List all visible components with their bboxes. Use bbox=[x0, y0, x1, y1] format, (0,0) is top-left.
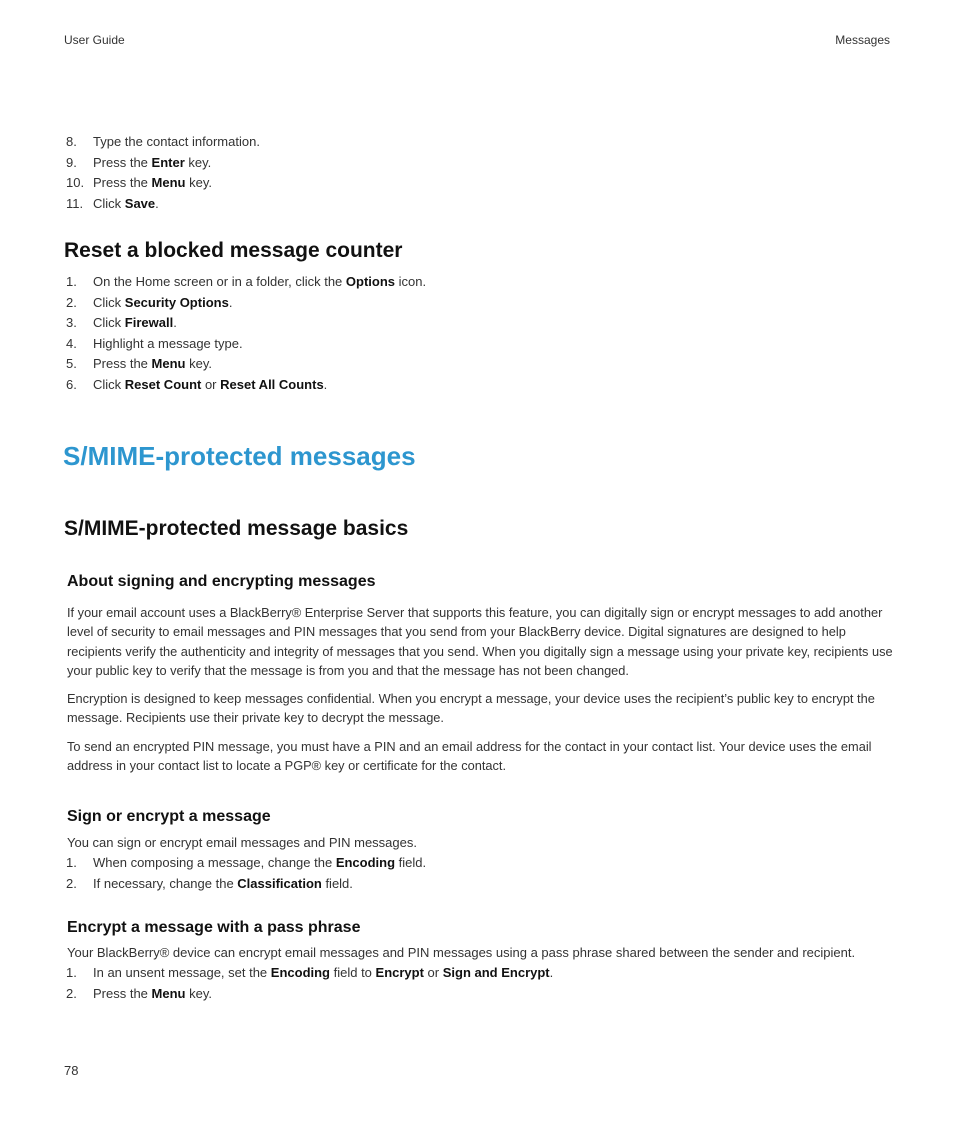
ui-term: Save bbox=[124, 195, 156, 211]
ui-term: Reset Count bbox=[124, 376, 202, 392]
list-item-number: 9. bbox=[66, 154, 77, 170]
running-header-right: Messages bbox=[835, 33, 890, 47]
text-run: key. bbox=[185, 356, 212, 372]
text-run: or bbox=[423, 965, 443, 980]
list-item bbox=[66, 132, 896, 153]
list-item-number: 2. bbox=[66, 985, 77, 1001]
ui-term: Classification bbox=[237, 875, 322, 891]
text-run: Click bbox=[93, 294, 125, 310]
list-item-text bbox=[93, 272, 426, 293]
text-run: icon. bbox=[395, 274, 427, 289]
text-run: Press the bbox=[93, 985, 152, 1001]
ui-term: Menu bbox=[151, 175, 186, 191]
ui-term: Options bbox=[345, 274, 396, 289]
list-item-number: 8. bbox=[66, 134, 77, 149]
paragraph-pass-phrase-intro: Your BlackBerry® device can encrypt email messages and PIN messages using a pass phrase shared between the sender and recipient. bbox=[67, 945, 856, 960]
list-item bbox=[66, 963, 896, 984]
text-run: field. bbox=[321, 875, 353, 891]
ui-term: Menu bbox=[151, 985, 186, 1001]
steps-list-pass-phrase bbox=[66, 963, 896, 1004]
text-run: . bbox=[173, 315, 177, 331]
paragraph-encrypted-pin: To send an encrypted PIN message, you must have a PIN and an email address for the contact in your contact list. Your device uses the email address in your contact list to locate a PGP® key or certificate for the contact. bbox=[67, 739, 872, 774]
list-item-text bbox=[93, 853, 426, 874]
list-item-number: 5. bbox=[66, 356, 77, 372]
ui-term: Enter bbox=[151, 154, 185, 170]
list-item-text bbox=[93, 334, 243, 355]
ui-term: Menu bbox=[151, 356, 186, 372]
subheading-pass-phrase: Encrypt a message with a pass phrase bbox=[67, 919, 361, 936]
list-item bbox=[66, 194, 896, 215]
steps-list-reset-counter bbox=[66, 272, 896, 396]
list-item-number: 1. bbox=[66, 274, 77, 289]
list-item-text bbox=[93, 963, 553, 984]
text-run: field to bbox=[330, 965, 376, 980]
text-run: or bbox=[201, 376, 221, 392]
text-run: If necessary, change the bbox=[93, 875, 238, 891]
ui-term: Encoding bbox=[270, 965, 330, 980]
text-run: Click bbox=[93, 195, 125, 211]
text-run: When composing a message, change the bbox=[93, 855, 336, 870]
list-item-number: 10. bbox=[66, 175, 85, 191]
list-item-text bbox=[93, 194, 159, 215]
list-item-text bbox=[93, 173, 212, 194]
text-run: In an unsent message, set the bbox=[93, 965, 271, 980]
subheading-about-signing: About signing and encrypting messages bbox=[67, 573, 376, 590]
list-item-number: 2. bbox=[66, 294, 77, 310]
paragraph-sign-intro: You can sign or encrypt email messages and PIN messages. bbox=[67, 835, 417, 850]
list-item-text bbox=[93, 313, 177, 334]
section-heading-reset-counter: Reset a blocked message counter bbox=[64, 239, 403, 262]
ui-term: Encrypt bbox=[375, 965, 424, 980]
list-item bbox=[66, 984, 896, 1005]
list-item-number: 1. bbox=[66, 855, 77, 870]
list-item bbox=[66, 313, 896, 334]
steps-list-continued bbox=[66, 132, 896, 214]
text-run: . bbox=[228, 294, 233, 310]
page-number: 78 bbox=[64, 1063, 79, 1078]
list-item-text bbox=[93, 132, 260, 153]
text-run: Press the bbox=[93, 154, 152, 170]
list-item bbox=[66, 173, 896, 194]
list-item-text bbox=[93, 984, 212, 1005]
text-run: . bbox=[155, 195, 159, 211]
list-item bbox=[66, 272, 896, 293]
ui-term: Encoding bbox=[335, 855, 396, 870]
list-item bbox=[66, 375, 896, 396]
text-run: Press the bbox=[93, 175, 152, 191]
text-run: key. bbox=[184, 154, 212, 170]
text-run: . bbox=[323, 376, 328, 392]
list-item-text bbox=[93, 354, 212, 375]
ui-term: Reset All Counts bbox=[220, 376, 324, 392]
ui-term: Security Options bbox=[124, 294, 229, 310]
list-item-text bbox=[93, 153, 211, 174]
list-item bbox=[66, 293, 896, 314]
subheading-sign-encrypt: Sign or encrypt a message bbox=[67, 808, 271, 825]
paragraph-encryption: Encryption is designed to keep messages confidential. When you encrypt a message, your device uses the recipient’s public key to encrypt the message. Recipients use their private key to decrypt the message. bbox=[67, 691, 875, 726]
list-item-number: 1. bbox=[66, 965, 77, 980]
list-item bbox=[66, 334, 896, 355]
text-run: Click bbox=[93, 315, 125, 331]
running-header-left: User Guide bbox=[64, 33, 125, 47]
text-run: On the Home screen or in a folder, click the bbox=[93, 274, 346, 289]
list-item-text bbox=[93, 375, 327, 396]
list-item bbox=[66, 153, 896, 174]
section-heading-smime-basics: S/MIME-protected message basics bbox=[64, 517, 409, 540]
text-run: Highlight a message type. bbox=[93, 335, 243, 351]
list-item-number: 11. bbox=[66, 195, 84, 211]
list-item bbox=[66, 853, 896, 874]
text-run: key. bbox=[185, 175, 212, 191]
ui-term: Sign and Encrypt bbox=[442, 965, 550, 980]
steps-list-sign-encrypt bbox=[66, 853, 896, 894]
list-item-number: 6. bbox=[66, 376, 77, 392]
list-item-number: 3. bbox=[66, 315, 77, 331]
list-item-text bbox=[93, 874, 353, 895]
list-item-number: 4. bbox=[66, 335, 77, 351]
chapter-title-smime: S/MIME-protected messages bbox=[63, 441, 416, 471]
paragraph-signing-overview: If your email account uses a BlackBerry® Enterprise Server that supports this feature, you can digitally sign or encrypt messages to add another level of security to email messages and PIN messages that you send from your BlackBerry device. Digital signatures are designed to help recipients verify the authenticity and integrity of messages that you send. When you digitally sign a message using your private key, recipients use your public key to verify that the message is from you and that the message has not been changed. bbox=[67, 605, 893, 678]
text-run: key. bbox=[185, 985, 212, 1001]
text-run: Click bbox=[93, 376, 125, 392]
ui-term: Firewall bbox=[124, 315, 174, 331]
list-item bbox=[66, 874, 896, 895]
text-run: . bbox=[549, 965, 554, 980]
list-item-text bbox=[93, 293, 232, 314]
list-item-number: 2. bbox=[66, 875, 77, 891]
text-run: Press the bbox=[93, 356, 152, 372]
text-run: Type the contact information. bbox=[93, 134, 260, 149]
list-item bbox=[66, 354, 896, 375]
text-run: field. bbox=[395, 855, 427, 870]
